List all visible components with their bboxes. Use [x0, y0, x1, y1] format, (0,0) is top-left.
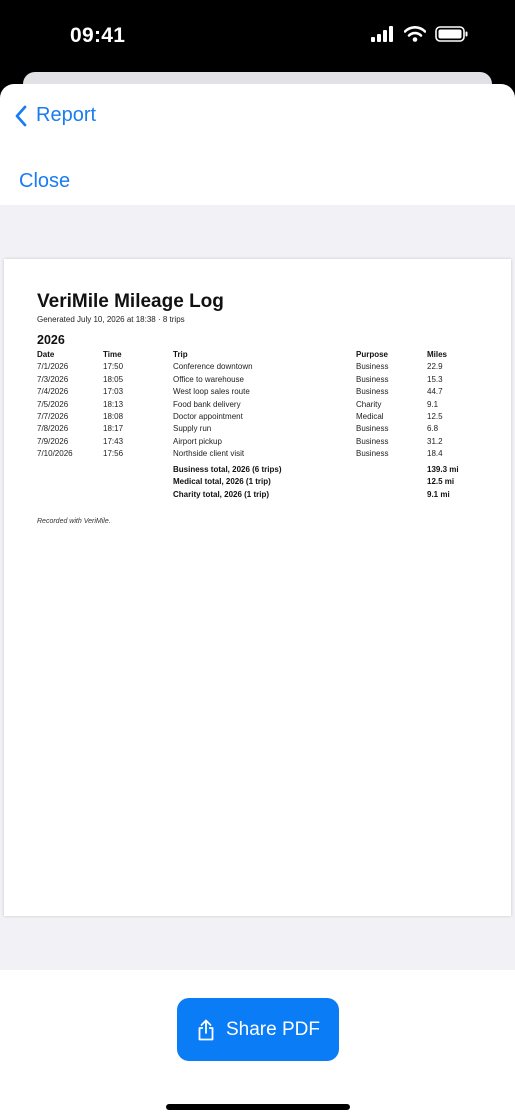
trip-time: 18:17 [103, 424, 124, 434]
trip-date: 7/9/2026 [37, 436, 69, 446]
trip-purpose: Business [356, 374, 389, 384]
pdf-page [4, 259, 511, 916]
trip-miles: 12.5 [427, 411, 443, 421]
trip-time: 18:13 [103, 399, 124, 409]
footnote: Recorded with VeriMile. [37, 518, 111, 525]
table-header-row [37, 350, 477, 362]
column-header-purpose: Purpose [356, 350, 389, 359]
total-value: 139.3 mi [427, 465, 459, 474]
table-row [37, 437, 477, 449]
total-value: 12.5 mi [427, 477, 455, 487]
table-row [37, 424, 477, 436]
trip-miles: 44.7 [427, 387, 443, 397]
year-heading: 2026 [37, 333, 65, 347]
trip-purpose: Business [356, 424, 389, 434]
table-row [37, 387, 477, 399]
chevron-left-icon [14, 105, 28, 127]
total-label: Charity total, 2026 (1 trip) [173, 489, 270, 499]
trip-date: 7/7/2026 [37, 411, 69, 421]
trip-miles: 22.9 [427, 362, 443, 372]
status-bar [0, 0, 515, 80]
trip-miles: 9.1 [427, 399, 439, 409]
trip-name: Doctor appointment [173, 411, 243, 421]
pdf-preview-area[interactable] [0, 205, 515, 970]
share-pdf-button[interactable] [177, 998, 339, 1061]
trip-time: 17:03 [103, 387, 124, 397]
totals-section [173, 465, 493, 502]
trip-date: 7/4/2026 [37, 387, 69, 397]
table-row [37, 362, 477, 374]
total-row [173, 465, 493, 477]
column-header-trip: Trip [173, 350, 188, 359]
trip-name: Food bank delivery [173, 399, 241, 409]
total-value: 9.1 mi [427, 489, 450, 499]
trip-date: 7/10/2026 [37, 449, 73, 459]
home-indicator[interactable] [166, 1104, 350, 1110]
total-row [173, 477, 493, 489]
close-button[interactable]: Close [19, 170, 71, 192]
trip-time: 18:05 [103, 374, 124, 384]
trip-purpose: Business [356, 387, 389, 397]
table-row [37, 412, 477, 424]
trip-name: West loop sales route [173, 387, 250, 397]
trip-purpose: Business [356, 362, 389, 372]
trip-miles: 18.4 [427, 449, 443, 459]
trip-purpose: Business [356, 449, 389, 459]
trip-name: Conference downtown [173, 362, 253, 372]
column-header-time: Time [103, 350, 122, 359]
total-label: Business total, 2026 (6 trips) [173, 465, 282, 474]
share-icon [196, 1019, 216, 1041]
status-icons [371, 26, 469, 42]
trip-date: 7/3/2026 [37, 374, 69, 384]
trip-date: 7/1/2026 [37, 362, 69, 372]
back-button[interactable] [14, 104, 96, 127]
trip-miles: 31.2 [427, 436, 443, 446]
trip-name: Northside client visit [173, 449, 245, 459]
table-row [37, 375, 477, 387]
trip-time: 17:50 [103, 362, 124, 372]
trip-purpose: Business [356, 436, 389, 446]
trip-name: Office to warehouse [173, 374, 245, 384]
share-pdf-label: Share PDF [226, 1018, 320, 1040]
trip-time: 17:56 [103, 449, 124, 459]
trip-table [37, 350, 477, 462]
back-button-label: Report [36, 104, 97, 126]
trip-time: 18:08 [103, 411, 124, 421]
wifi-icon [404, 26, 426, 42]
table-row [37, 449, 477, 461]
status-time: 09:41 [70, 24, 126, 47]
trip-purpose: Medical [356, 411, 384, 421]
report-sheet [0, 84, 515, 1120]
document-subtitle: Generated July 10, 2026 at 18:38 · 8 trips [37, 315, 185, 324]
total-row [173, 490, 493, 502]
trip-name: Airport pickup [173, 436, 222, 446]
table-row [37, 400, 477, 412]
trip-miles: 15.3 [427, 374, 443, 384]
trip-name: Supply run [173, 424, 212, 434]
column-header-date: Date [37, 350, 55, 359]
battery-icon [435, 26, 469, 42]
column-header-miles: Miles [427, 350, 448, 359]
trip-time: 17:43 [103, 436, 124, 446]
document-title: VeriMile Mileage Log [37, 291, 224, 312]
trip-date: 7/8/2026 [37, 424, 69, 434]
trip-purpose: Charity [356, 399, 382, 409]
trip-date: 7/5/2026 [37, 399, 69, 409]
trip-miles: 6.8 [427, 424, 439, 434]
total-label: Medical total, 2026 (1 trip) [173, 477, 271, 487]
signal-icon [371, 26, 395, 42]
